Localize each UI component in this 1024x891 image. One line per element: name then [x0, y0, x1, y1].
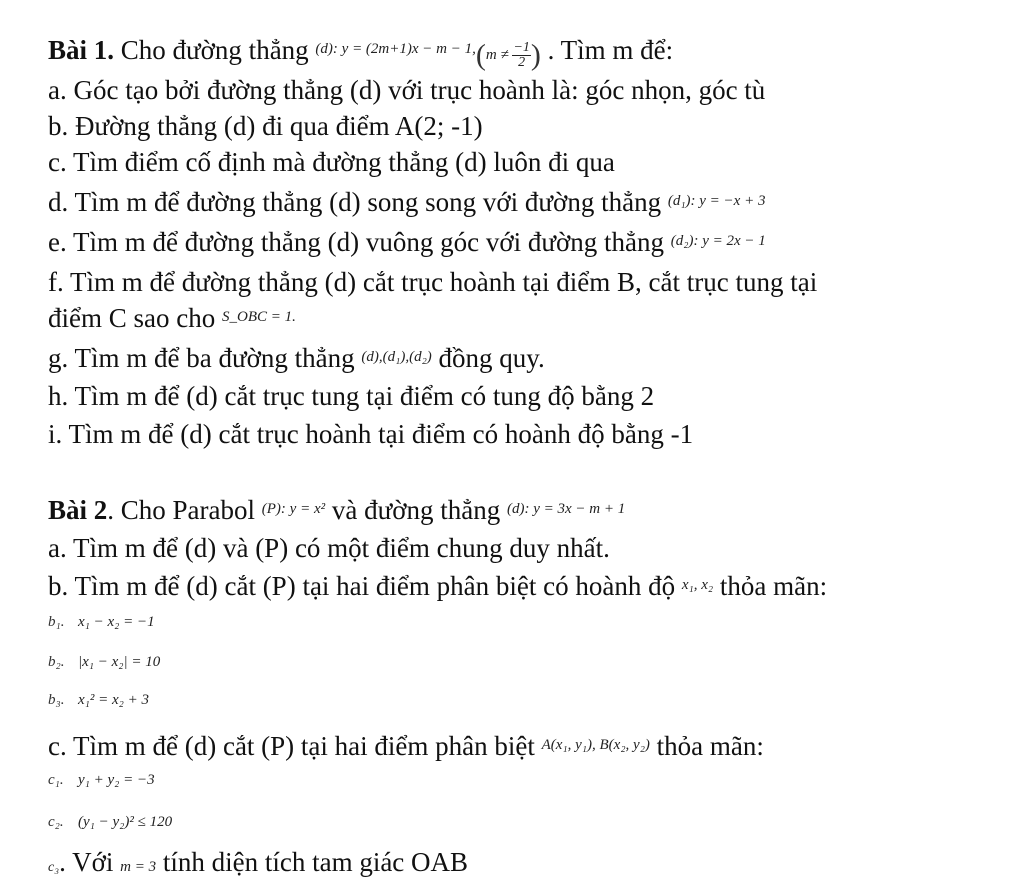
bai2-title-line — [48, 494, 994, 531]
equation-c2: (y₁ − y₂)² ≤ 120 — [78, 814, 173, 830]
equation-lines: (d),(d₁),(d₂) — [361, 349, 432, 365]
bai2-item-c2 — [48, 808, 172, 834]
bai1-item-b: b. Đường thẳng (d) đi qua điểm A(2; -1) — [48, 111, 483, 141]
fraction: $\frac{-1}{2}$ — [513, 40, 530, 71]
bai2-item-b2 — [48, 648, 160, 674]
bai2-item-b — [48, 570, 994, 607]
bai1-item-c: c. Tìm điểm cố định mà đường thẳng (d) luôn đi qua — [48, 147, 615, 177]
bai2-item-b3 — [48, 686, 149, 712]
equation-c1: y₁ + y₂ = −3 — [78, 772, 155, 788]
bai2-item-c3-end: tính diện tích tam giác OAB — [162, 847, 469, 877]
bai1-item-a: a. Góc tạo bởi đường thẳng (d) với trục hoành là: góc nhọn, góc tù — [48, 75, 766, 105]
bai1-item-h: h. Tìm m để (d) cắt trục tung tại điểm có tung độ bằng 2 — [48, 381, 655, 411]
bai2-item-a: a. Tìm m để (d) và (P) có một điểm chung duy nhất. — [48, 533, 610, 563]
bai2-item-c-end: thỏa mãn: — [656, 731, 764, 761]
bai1-item-g — [48, 342, 994, 379]
bai2-item-b1 — [48, 608, 155, 634]
equation-x1x2: x₁, x₂ — [681, 577, 714, 593]
equation-points: A(x₁, y₁), B(x₂, y₂) — [541, 737, 650, 753]
equation-m3: m = 3 — [120, 859, 157, 875]
bai2-item-c — [48, 730, 994, 767]
bai2-intro: . Cho Parabol — [107, 495, 256, 525]
equation-b1: x₁ − x₂ = −1 — [78, 614, 155, 630]
label-c1: c₁. — [48, 772, 64, 788]
bai1-intro-end: . Tìm m để: — [547, 35, 674, 65]
bai2-mid: và đường thẳng — [331, 495, 501, 525]
label-c3: c₃ — [48, 860, 60, 875]
bai1-item-e-text: e. Tìm m để đường thẳng (d) vuông góc với đường thẳng — [48, 227, 665, 257]
bai2-item-b-text: b. Tìm m để (d) cắt (P) tại hai điểm phân biệt có hoành độ — [48, 571, 676, 601]
bai1-item-e — [48, 226, 994, 263]
label-b2: b₂. — [48, 654, 65, 670]
bai1-title-line — [48, 34, 994, 72]
bai2-heading: Bài 2 — [48, 495, 108, 525]
label-b3: b₃. — [48, 692, 65, 708]
bai1-item-d-text: d. Tìm m để đường thẳng (d) song song với đường thẳng — [48, 187, 662, 217]
equation-b2: |x₁ − x₂| = 10 — [78, 654, 161, 670]
equation-d1: (d₁): y = −x + 3 — [667, 193, 766, 209]
bai2-item-c3 — [48, 846, 994, 884]
bai2-item-b-end: thỏa mãn: — [719, 571, 828, 601]
bai1-item-g-end: đồng quy. — [438, 343, 545, 373]
bai1-item-f-cont — [48, 302, 994, 339]
bai1-item-f: f. Tìm m để đường thẳng (d) cắt trục hoành tại điểm B, cắt trục tung tại — [48, 267, 818, 297]
equation-area: S_OBC = 1. — [221, 309, 296, 325]
label-c2: c₂. — [48, 814, 64, 830]
bai1-intro: Cho đường thẳng — [120, 35, 309, 65]
equation-b3: x₁² = x₂ + 3 — [78, 692, 149, 708]
equation-d2: (d₂): y = 2x − 1 — [670, 233, 766, 249]
bai1-item-d — [48, 186, 994, 223]
bai2-item-c1 — [48, 766, 155, 792]
label-b1: b₁. — [48, 614, 65, 630]
bai1-condition: (m ≠ $\frac{-1}{2}$ ) — [475, 38, 541, 72]
bai1-item-f2-text: điểm C sao cho — [48, 303, 216, 333]
equation-line-d: (d): y = 3x − m + 1 — [507, 501, 626, 517]
bai1-item-g-text: g. Tìm m để ba đường thẳng — [48, 343, 355, 373]
bai1-item-i: i. Tìm m để (d) cắt trục hoành tại điểm có hoành độ bằng -1 — [48, 419, 694, 449]
bai2-item-c3-text: . Với — [59, 847, 114, 877]
equation-parabola: (P): y = x² — [261, 501, 326, 517]
bai2-item-c-text: c. Tìm m để (d) cắt (P) tại hai điểm phân biệt — [48, 731, 535, 761]
bai1-heading: Bài 1. — [48, 35, 115, 65]
bai1-equation-d: (d): y = (2m+1)x − m − 1, — [315, 41, 476, 57]
